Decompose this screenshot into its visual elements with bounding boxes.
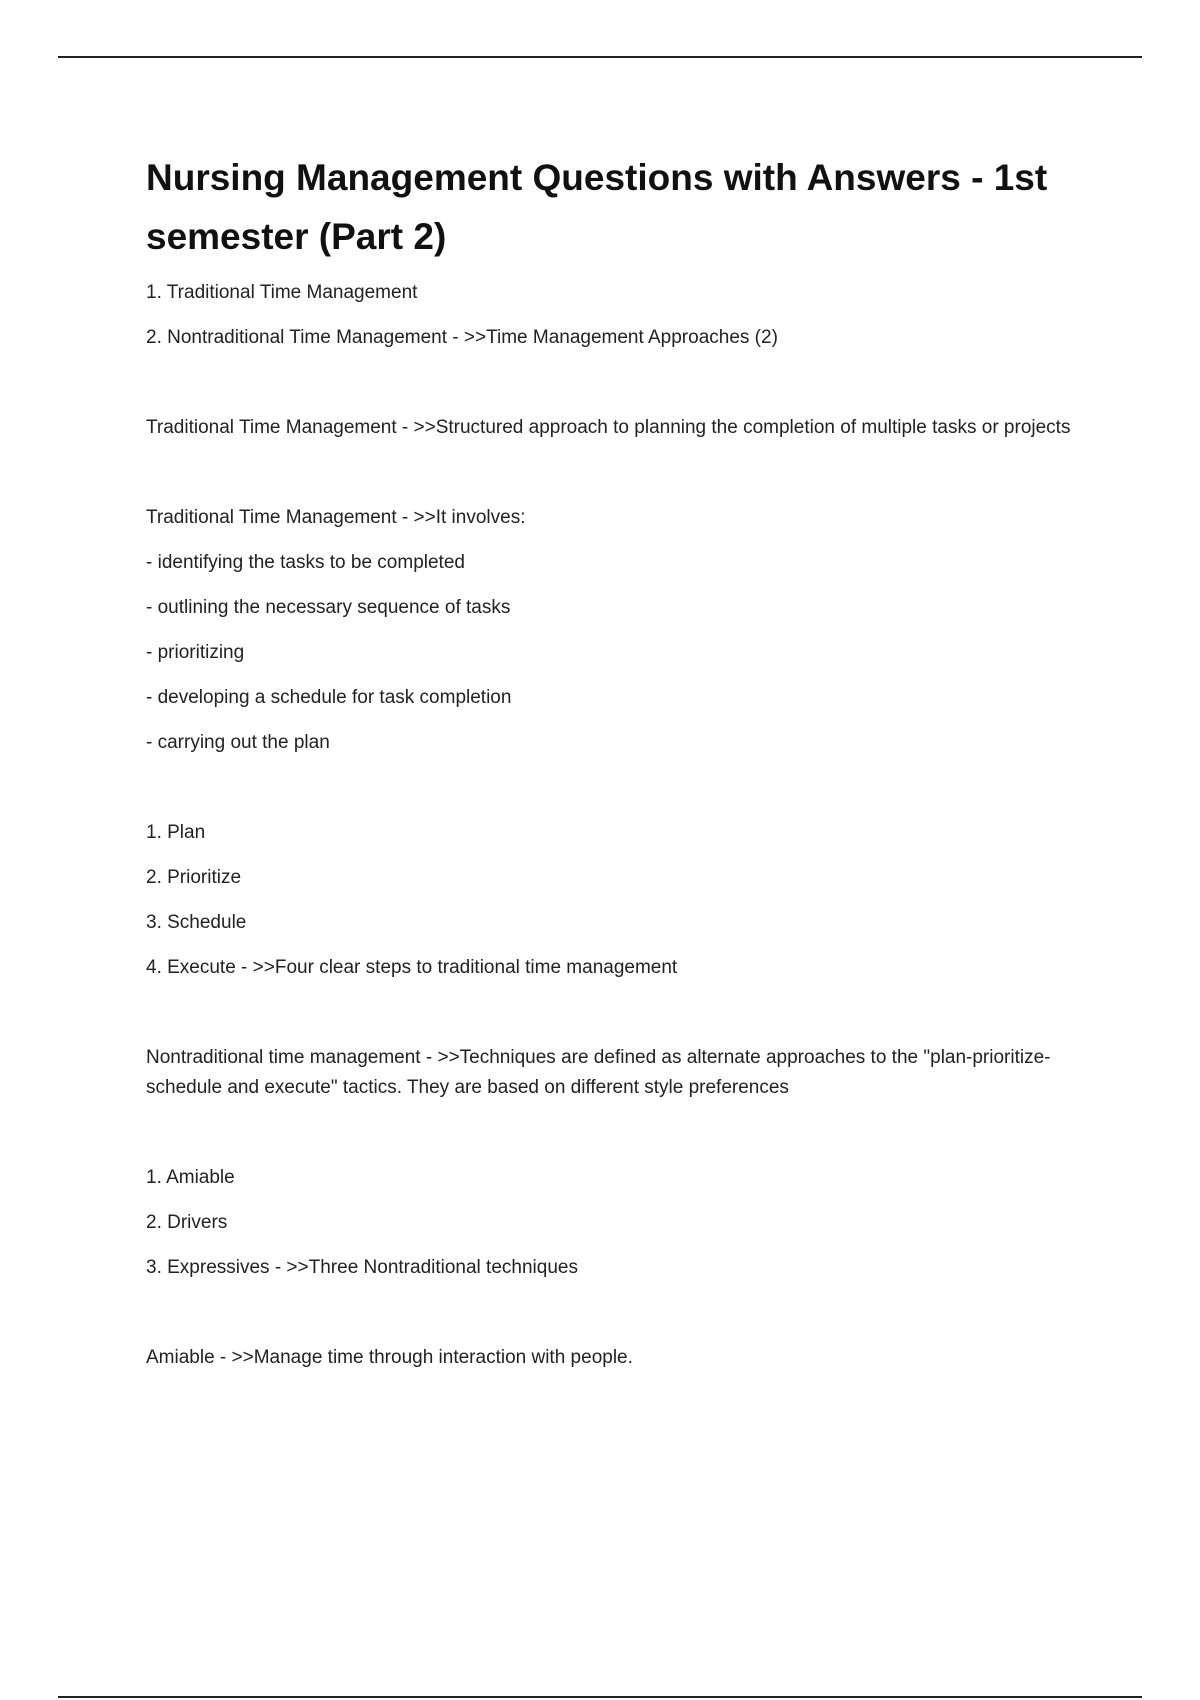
qa-block-nontraditional-definition xyxy=(146,1043,1086,1103)
list-item: - carrying out the plan xyxy=(146,732,330,753)
list-item: 4. Execute - >>Four clear steps to traditional time management xyxy=(146,957,678,978)
qa-block-traditional-definition xyxy=(146,413,1086,443)
list-item: 3. Schedule xyxy=(146,912,247,933)
list-item: - outlining the necessary sequence of tasks xyxy=(146,597,511,618)
list-item: - prioritizing xyxy=(146,642,245,663)
list-item: - developing a schedule for task completion xyxy=(146,687,512,708)
qa-block-nontraditional-techniques xyxy=(146,1163,1086,1283)
paragraph: Traditional Time Management - >>Structured approach to planning the completion of multiple tasks or projects xyxy=(146,417,1071,438)
list-item: 1. Traditional Time Management xyxy=(146,282,418,303)
list-item: 2. Nontraditional Time Management - >>Time Management Approaches (2) xyxy=(146,327,778,348)
list-item: 2. Prioritize xyxy=(146,867,242,888)
top-rule xyxy=(58,56,1142,58)
qa-block-amiable xyxy=(146,1343,1086,1373)
qa-block-four-steps xyxy=(146,818,1086,983)
document-body xyxy=(146,148,1086,1373)
list-item: 2. Drivers xyxy=(146,1212,228,1233)
list-item: 1. Amiable xyxy=(146,1167,235,1188)
list-item: - identifying the tasks to be completed xyxy=(146,552,465,573)
document-title: Nursing Management Questions with Answers - 1st semester (Part 2) xyxy=(146,157,1048,257)
list-item: 3. Expressives - >>Three Nontraditional techniques xyxy=(146,1257,578,1278)
paragraph: Nontraditional time management - >>Techniques are defined as alternate approaches to the "plan-prioritize-schedule and execute" tactics. They are based on different style preferences xyxy=(146,1047,1051,1098)
bottom-rule xyxy=(58,1696,1142,1698)
qa-block-time-management-approaches xyxy=(146,278,1086,353)
list-item: 1. Plan xyxy=(146,822,206,843)
paragraph: Amiable - >>Manage time through interaction with people. xyxy=(146,1347,633,1368)
list-item: Traditional Time Management - >>It involves: xyxy=(146,507,526,528)
qa-block-traditional-involves xyxy=(146,503,1086,758)
